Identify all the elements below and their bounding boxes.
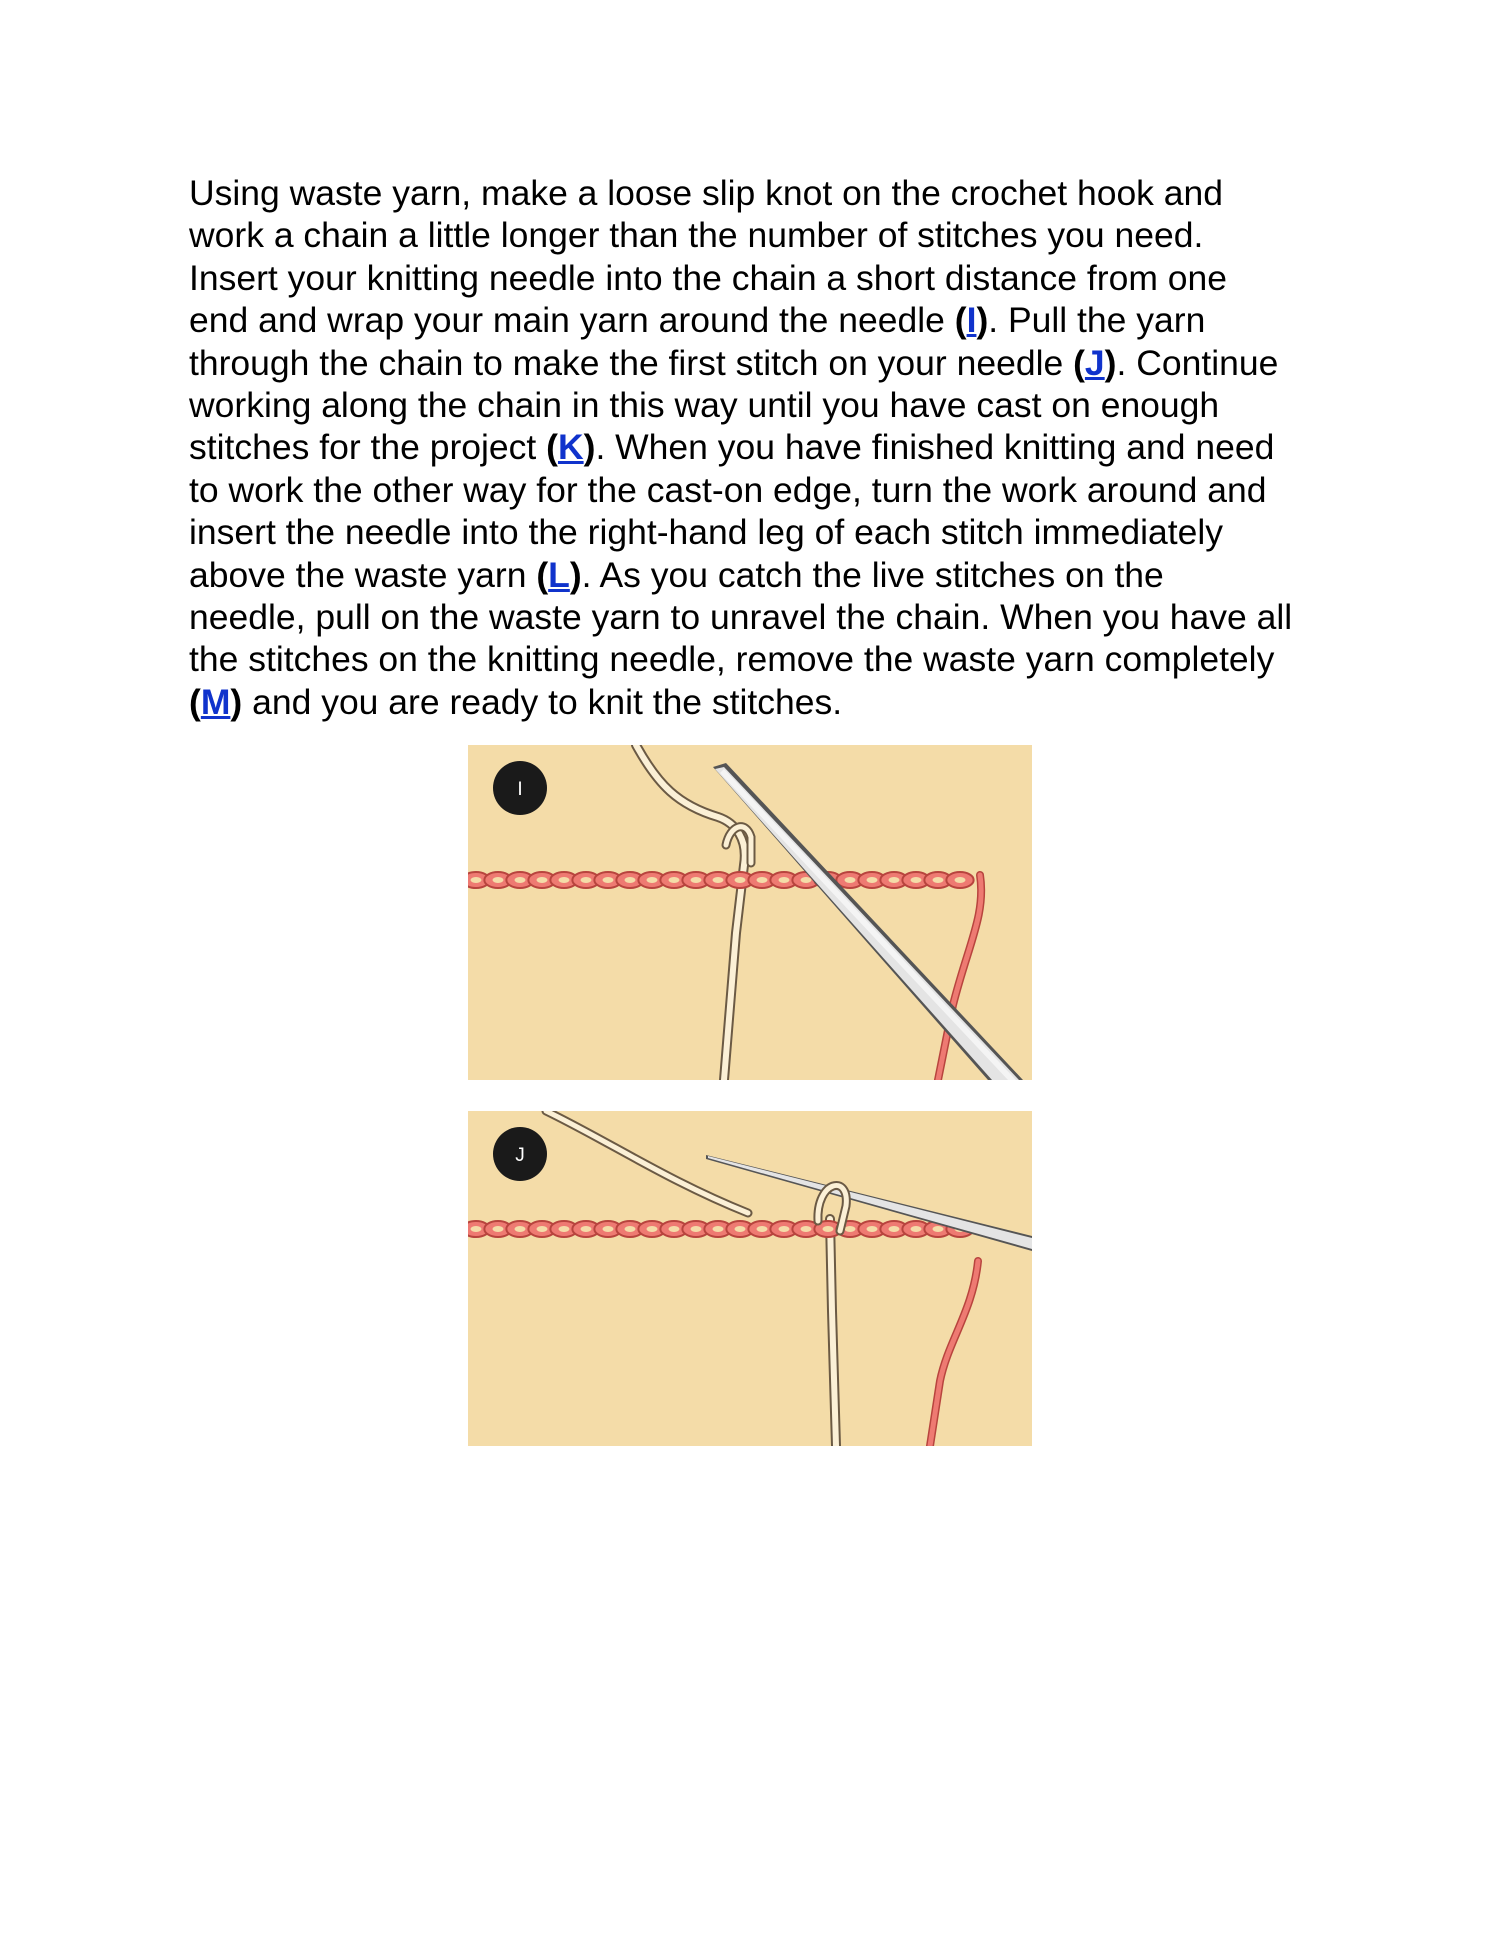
paragraph-line xyxy=(189,384,1339,426)
chain-i xyxy=(468,872,974,888)
chain-stitch-hole xyxy=(867,1226,878,1232)
figure-link-k[interactable]: K xyxy=(557,427,584,468)
chain-stitch-hole xyxy=(581,877,592,883)
paragraph-line xyxy=(189,554,1339,596)
chain-j xyxy=(468,1221,974,1237)
text-run: . Continue xyxy=(1116,342,1279,383)
chain-stitch-hole xyxy=(625,877,636,883)
chain-stitch-hole xyxy=(669,1226,680,1232)
figure-ref-m: (M) xyxy=(189,681,243,722)
chain-stitch-hole xyxy=(515,1226,526,1232)
chain-stitch-hole xyxy=(603,877,614,883)
chain-stitch-hole xyxy=(757,877,768,883)
figure-link-m[interactable]: M xyxy=(200,681,231,722)
instruction-paragraph xyxy=(189,172,1339,723)
figure-i-label: I xyxy=(517,779,523,800)
figure-link-i[interactable]: I xyxy=(966,300,977,341)
chain-stitch-hole xyxy=(735,877,746,883)
paragraph-line xyxy=(189,511,1339,553)
figure-j-label: J xyxy=(515,1145,525,1166)
text-run: above the waste yarn xyxy=(189,554,537,595)
chain-stitch-hole xyxy=(889,877,900,883)
chain-stitch-hole xyxy=(735,1226,746,1232)
text-run: needle, pull on the waste yarn to unravel the chain. When you have all xyxy=(189,597,1293,638)
figure-i-illustration xyxy=(468,745,1032,1080)
text-run: and you are ready to knit the stitches. xyxy=(242,681,843,722)
chain-stitch-hole xyxy=(559,877,570,883)
chain-stitch-hole xyxy=(779,1226,790,1232)
chain-stitch-hole xyxy=(559,1226,570,1232)
chain-stitch-hole xyxy=(603,1226,614,1232)
chain-stitch-hole xyxy=(471,877,482,883)
chain-stitch-hole xyxy=(691,1226,702,1232)
chain-stitch-hole xyxy=(933,1226,944,1232)
text-run: working along the chain in this way until you have cast on enough xyxy=(189,385,1220,426)
chain-stitch-hole xyxy=(581,1226,592,1232)
text-run: through the chain to make the first stitch on your needle xyxy=(189,342,1074,383)
chain-stitch-hole xyxy=(801,1226,812,1232)
text-run: to work the other way for the cast-on edge, turn the work around and xyxy=(189,469,1267,510)
figure-j-illustration xyxy=(468,1111,1032,1446)
paragraph-line xyxy=(189,342,1339,384)
chain-stitch-hole xyxy=(625,1226,636,1232)
paragraph-line xyxy=(189,299,1339,341)
figure-j xyxy=(468,1111,1032,1446)
chain-stitch-hole xyxy=(911,877,922,883)
chain-stitch-hole xyxy=(889,1226,900,1232)
chain-stitch-hole xyxy=(713,1226,724,1232)
chain-stitch-hole xyxy=(955,877,966,883)
paragraph-line xyxy=(189,638,1339,680)
paragraph-line xyxy=(189,257,1339,299)
chain-stitch-hole xyxy=(779,877,790,883)
text-run: Insert your knitting needle into the chain a short distance from one xyxy=(189,257,1227,298)
text-run: stitches for the project xyxy=(189,427,547,468)
figure-i xyxy=(468,745,1032,1080)
chain-stitch-hole xyxy=(537,1226,548,1232)
chain-stitch-hole xyxy=(647,877,658,883)
chain-stitch-hole xyxy=(757,1226,768,1232)
text-run: end and wrap your main yarn around the needle xyxy=(189,300,955,341)
figure-ref-i: (I) xyxy=(954,300,989,341)
figure-ref-j: (J) xyxy=(1073,342,1117,383)
chain-stitch-hole xyxy=(515,877,526,883)
text-run: . Pull the yarn xyxy=(988,300,1206,341)
chain-stitch-hole xyxy=(867,877,878,883)
paragraph-line xyxy=(189,469,1339,511)
figure-ref-l: (L) xyxy=(536,554,582,595)
chain-stitch-hole xyxy=(471,1226,482,1232)
chain-stitch-hole xyxy=(691,877,702,883)
figure-link-j[interactable]: J xyxy=(1084,342,1105,383)
text-run: Using waste yarn, make a loose slip knot on the crochet hook and xyxy=(189,173,1224,213)
paragraph-line xyxy=(189,214,1339,256)
text-run: . As you catch the live stitches on the xyxy=(581,554,1164,595)
chain-stitch-hole xyxy=(933,877,944,883)
chain-stitch-hole xyxy=(845,877,856,883)
paragraph-line xyxy=(189,426,1339,468)
paragraph-line xyxy=(189,172,1339,214)
chain-stitch-hole xyxy=(823,1226,834,1232)
figure-link-l[interactable]: L xyxy=(548,554,570,595)
paragraph-line xyxy=(189,596,1339,638)
text-run: the stitches on the knitting needle, remove the waste yarn completely xyxy=(189,639,1275,680)
chain-stitch-hole xyxy=(801,877,812,883)
chain-stitch-hole xyxy=(647,1226,658,1232)
paragraph-line xyxy=(189,681,1339,723)
chain-stitch-hole xyxy=(493,1226,504,1232)
text-run: insert the needle into the right-hand leg of each stitch immediately xyxy=(189,512,1224,553)
chain-stitch-hole xyxy=(911,1226,922,1232)
chain-stitch-hole xyxy=(493,877,504,883)
chain-stitch-hole xyxy=(713,877,724,883)
chain-stitch-hole xyxy=(537,877,548,883)
text-run: work a chain a little longer than the number of stitches you need. xyxy=(189,215,1204,256)
figure-ref-k: (K) xyxy=(546,427,596,468)
chain-stitch-hole xyxy=(669,877,680,883)
chain-stitch-hole xyxy=(845,1226,856,1232)
text-run: . When you have finished knitting and need xyxy=(595,427,1275,468)
